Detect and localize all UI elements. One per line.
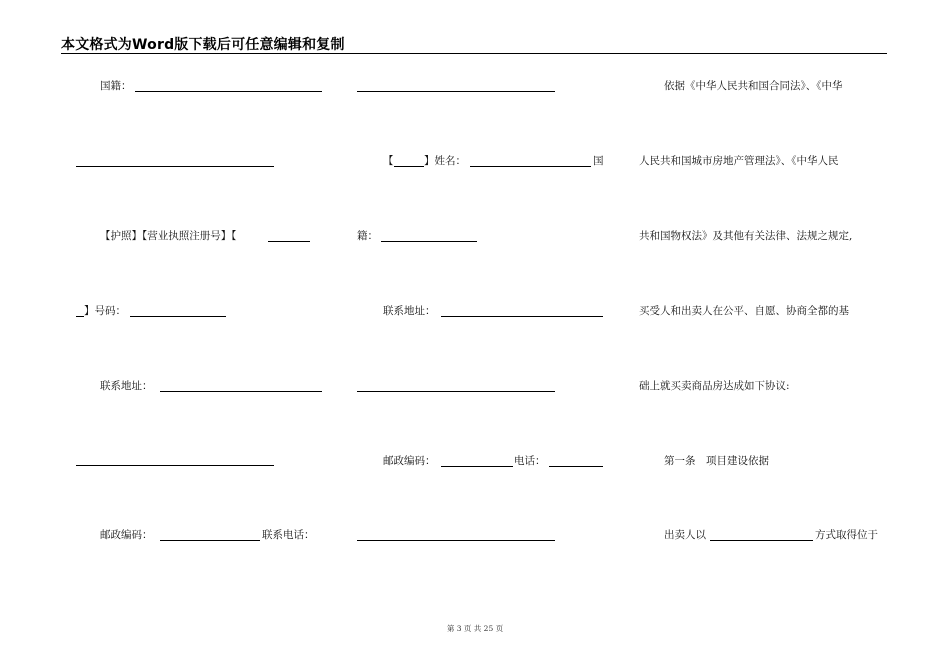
body-text-line: 依据《中华人民共和国合同法》、《中华	[664, 80, 843, 92]
postal-code-blank[interactable]	[160, 540, 260, 541]
nationality-label: 国籍：	[100, 80, 132, 92]
blank-line[interactable]	[357, 540, 555, 541]
article-heading: 第一条 项目建设依据	[664, 455, 769, 467]
phone-label: 电话：	[514, 455, 546, 467]
seller-prefix: 出卖人以	[664, 529, 706, 541]
id-types-label: 【护照】【营业执照注册号】【	[100, 230, 237, 242]
address-blank[interactable]	[441, 316, 603, 317]
phone-label: 联系电话：	[262, 529, 315, 541]
blank-line[interactable]	[76, 166, 274, 167]
body-text-line: 买受人和出卖人在公平、自愿、协商全都的基	[639, 305, 849, 317]
address-blank[interactable]	[160, 391, 322, 392]
name-label: 】姓名：	[424, 155, 466, 167]
acquisition-method-blank[interactable]	[710, 540, 813, 541]
body-text-line: 人民共和国城市房地产管理法》、《中华人民	[639, 155, 839, 167]
nationality-blank[interactable]	[381, 241, 477, 242]
blank-line[interactable]	[76, 465, 274, 466]
party-type-blank[interactable]	[394, 166, 424, 167]
address-label: 联系地址：	[100, 380, 153, 392]
nationality-label-start: 国	[593, 155, 604, 167]
blank-line[interactable]	[357, 391, 555, 392]
postal-code-label: 邮政编码：	[383, 455, 436, 467]
number-blank[interactable]	[130, 316, 226, 317]
page-number: 第 3 页 共 25 页	[446, 624, 504, 633]
name-blank[interactable]	[470, 166, 591, 167]
number-label: 】号码：	[84, 305, 126, 317]
bracket-open: 【	[383, 155, 394, 167]
header-divider	[61, 53, 887, 54]
phone-blank[interactable]	[549, 466, 603, 467]
document-header-title: 本文格式为Word版下载后可任意编辑和复制	[61, 37, 345, 53]
seller-suffix: 方式取得位于	[815, 529, 878, 541]
blank-line[interactable]	[357, 91, 555, 92]
postal-code-label: 邮政编码：	[100, 529, 153, 541]
id-type-blank[interactable]	[268, 241, 310, 242]
nationality-blank[interactable]	[135, 91, 322, 92]
postal-code-blank[interactable]	[441, 466, 513, 467]
id-type-blank-continued[interactable]	[76, 316, 84, 317]
body-text-line: 共和国物权法》及其他有关法律、法规之规定,	[639, 230, 853, 242]
nationality-label-end: 籍：	[357, 230, 378, 242]
address-label: 联系地址：	[383, 305, 436, 317]
body-text-line: 础上就买卖商品房达成如下协议:	[639, 380, 790, 392]
